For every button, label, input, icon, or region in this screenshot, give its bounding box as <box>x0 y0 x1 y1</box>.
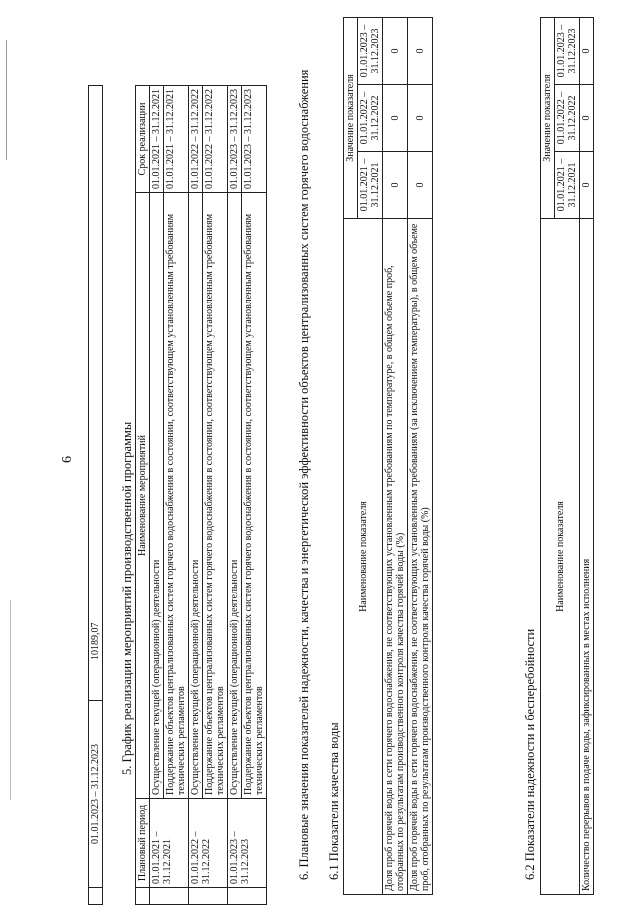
term-cell: 01.01.2023 – 31.12.2023 <box>228 86 242 193</box>
measure-cell: Поддержание объектов централизованных систем горячего водоснабжения в состоянии, соответствующем установленным требованиям технических регламентов <box>203 193 228 799</box>
value-cell: 0 <box>383 85 408 152</box>
column-header: Значение показателя <box>541 18 555 219</box>
indicator-name-cell: Количество перерывов в подаче воды, зафиксированных в местах исполнения <box>580 219 594 895</box>
measure-cell: Осуществление текущей (операционной) деятельности <box>189 193 203 799</box>
page-number: 6 <box>60 456 75 463</box>
value-cell: 0 <box>383 18 408 85</box>
column-header: Наименование показателя <box>344 219 383 895</box>
reliability-table <box>540 17 594 895</box>
table-row <box>408 18 433 895</box>
table-cell <box>89 888 103 905</box>
period-header: 01.01.2023 – 31.12.2023 <box>555 18 580 85</box>
section-6-title: 6. Плановые значения показателей надежности, качества и энергетической эффективности объектов централизованных систем горячего водоснабжения <box>297 69 311 880</box>
measure-cell: Осуществление текущей (операционной) деятельности <box>150 193 164 799</box>
measure-cell: Поддержание объектов централизованных систем горячего водоснабжения в состоянии, соответствующем установленным требованиям технических регламентов <box>164 193 189 799</box>
table-row <box>189 86 203 905</box>
quality-table <box>343 17 433 895</box>
period-header: 01.01.2021 – 31.12.2021 <box>555 152 580 219</box>
column-header: Плановый период <box>136 799 150 888</box>
table-cell <box>189 888 228 905</box>
subsection-6-2-title: 6.2 Показатели надежности и бесперебойности <box>523 628 537 880</box>
table-row <box>89 86 103 905</box>
value-cell: 0 <box>408 85 433 152</box>
table-cell <box>150 888 189 905</box>
period-cell: 01.01.2021 – 31.12.2021 <box>150 799 189 888</box>
table-cell <box>228 888 267 905</box>
table-cell <box>136 888 150 905</box>
table-row <box>150 86 164 905</box>
table-row <box>242 86 267 905</box>
term-cell: 01.01.2022 – 31.12.2022 <box>203 86 228 193</box>
value-cell: 0 <box>580 152 594 219</box>
section-5-title: 5. График реализации мероприятий производственной программы <box>120 421 134 775</box>
period-cell: 01.01.2023 – 31.12.2023 <box>228 799 267 888</box>
period-header: 01.01.2021 – 31.12.2021 <box>358 152 383 219</box>
period-header: 01.01.2022 – 31.12.2022 <box>358 85 383 152</box>
column-header: Значение показателя <box>344 18 358 219</box>
subsection-6-1-title: 6.1 Показатели качества воды <box>327 722 341 880</box>
table-cell: 10189,07 <box>89 86 103 701</box>
table-header-row <box>136 86 150 905</box>
table-row <box>383 18 408 895</box>
table-row <box>164 86 189 905</box>
period-cell: 01.01.2022 – 31.12.2022 <box>189 799 228 888</box>
table-header-row <box>541 18 555 895</box>
period-header: 01.01.2023 – 31.12.2023 <box>358 18 383 85</box>
value-cell: 0 <box>580 18 594 85</box>
term-cell: 01.01.2023 – 31.12.2023 <box>242 86 267 193</box>
schedule-table <box>135 85 267 905</box>
measure-cell: Осуществление текущей (операционной) деятельности <box>228 193 242 799</box>
value-cell: 0 <box>580 85 594 152</box>
period-header: 01.01.2022 – 31.12.2022 <box>555 85 580 152</box>
column-header: Срок реализации <box>136 86 150 193</box>
column-header: Наименование мероприятий <box>136 193 150 799</box>
term-cell: 01.01.2021 – 31.12.2021 <box>150 86 164 193</box>
table-row <box>203 86 228 905</box>
indicator-name-cell: Доля проб горячей воды в сети горячего водоснабжения, не соответствующих установленным требованиям по температуре, в общем объеме проб, отобранных по результатам производственного контроля качества горячей воды (%) <box>383 219 408 895</box>
top-table <box>88 85 103 905</box>
rotated-content <box>0 5 640 905</box>
column-header: Наименование показателя <box>541 219 580 895</box>
table-cell: 01.01.2023 – 31.12.2023 <box>89 701 103 888</box>
table-row <box>228 86 242 905</box>
indicator-name-cell: Доля проб горячей воды в сети горячего водоснабжения, не соответствующих установленным требованиям (за исключением температуры), в общем объеме проб, отобранных по результатам производственного контроля качества горячей воды (%) <box>408 219 433 895</box>
value-cell: 0 <box>408 152 433 219</box>
term-cell: 01.01.2021 – 31.12.2021 <box>164 86 189 193</box>
term-cell: 01.01.2022 – 31.12.2022 <box>189 86 203 193</box>
value-cell: 0 <box>383 152 408 219</box>
value-cell: 0 <box>408 18 433 85</box>
table-header-row <box>344 18 358 895</box>
measure-cell: Поддержание объектов централизованных систем горячего водоснабжения в состоянии, соответствующем установленным требованиям технических регламентов <box>242 193 267 799</box>
table-row <box>580 18 594 895</box>
